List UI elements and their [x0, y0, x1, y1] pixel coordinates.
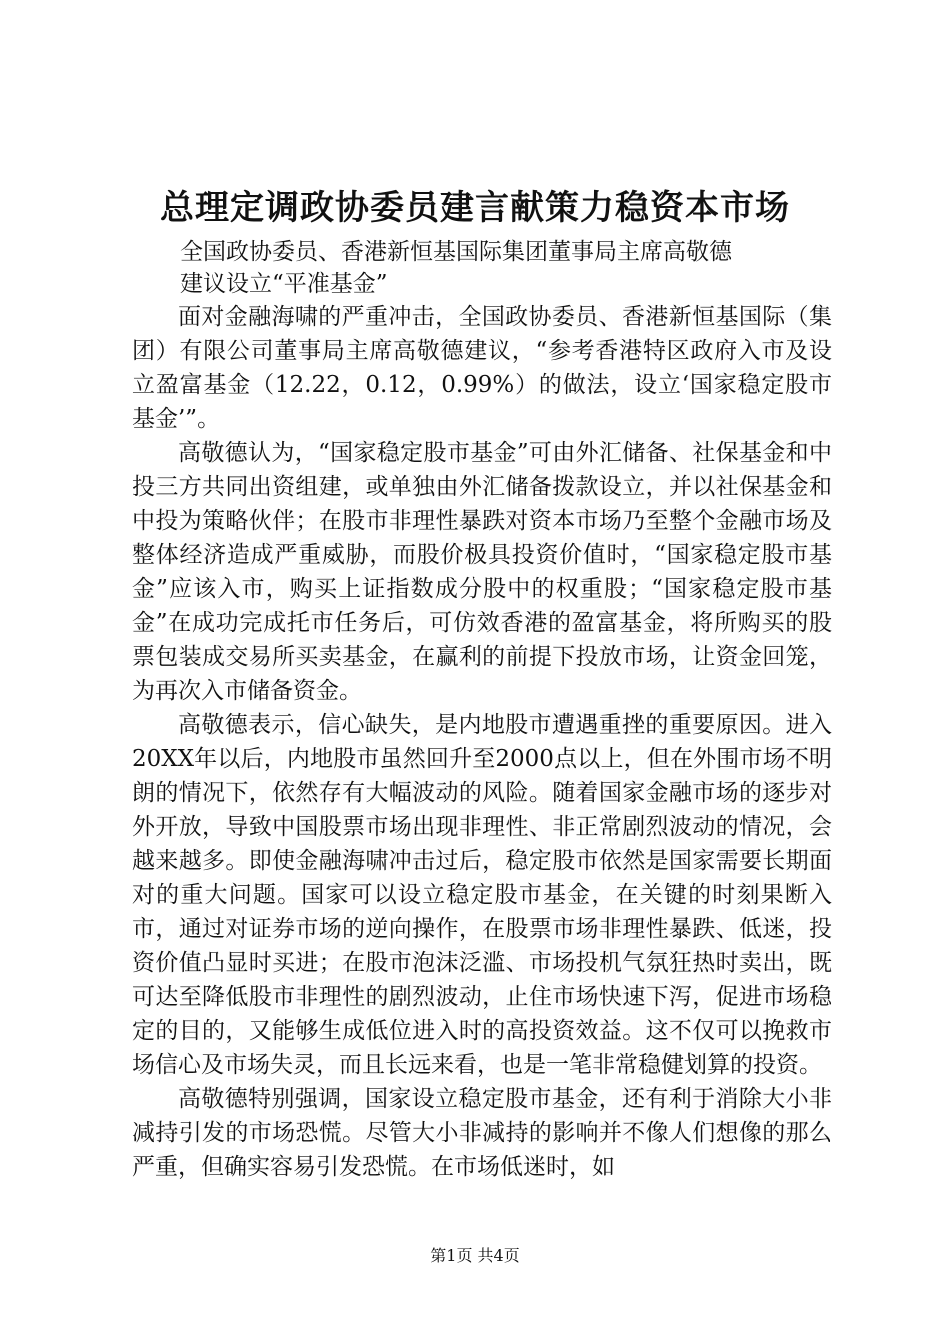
document-title: 总理定调政协委员建言献策力稳资本市场 [160, 188, 790, 228]
subtitle-line-2: 建议设立“平准基金” [180, 271, 388, 297]
page-number-footer: 第1页 共4页 [430, 1246, 520, 1265]
paragraph: 高敬德特别强调，国家设立稳定股市基金，还有利于消除大小非减持引发的市场恐慌。尽管大小非减持的影响并不像人们想像的那么严重，但确实容易引发恐慌。在市场低迷时，如 [132, 1086, 832, 1180]
paragraph: 高敬德认为，“国家稳定股市基金”可由外汇储备、社保基金和中投三方共同出资组建，或单独由外汇储备拨款设立，并以社保基金和中投为策略伙伴；在股市非理性暴跌对资本市场乃至整个金融市场及整体经济造成严重威胁，而股价极具投资价值时，“国家稳定股市基金”应该入市，购买上证指数成分股中的权重股；“国家稳定股市基金”在成功完成托市任务后，可仿效香港的盈富基金，将所购买的股票包装成交易所买卖基金，在赢利的前提下投放市场，让资金回笼，为再次入市储备资金。 [132, 440, 832, 704]
document-body [132, 300, 832, 1184]
subtitle-line-1: 全国政协委员、香港新恒基国际集团董事局主席高敬德 [180, 239, 732, 265]
paragraph: 面对金融海啸的严重冲击，全国政协委员、香港新恒基国际（集团）有限公司董事局主席高敬德建议，“参考香港特区政府入市及设立盈富基金（12.22，0.12，0.99%）的做法，设立‘国家稳定股市基金’”。 [132, 304, 832, 432]
paragraph: 高敬德表示，信心缺失，是内地股市遭遇重挫的重要原因。进入20XX年以后，内地股市虽然回升至2000点以上，但在外围市场不明朗的情况下，依然存有大幅波动的风险。随着国家金融市场的逐步对外开放，导致中国股票市场出现非理性、非正常剧烈波动的情况，会越来越多。即使金融海啸冲击过后，稳定股市依然是国家需要长期面对的重大问题。国家可以设立稳定股市基金，在关键的时刻果断入市，通过对证券市场的逆向操作，在股票市场非理性暴跌、低迷，投资价值凸显时买进；在股市泡沫泛滥、市场投机气氛狂热时卖出，既可达至降低股市非理性的剧烈波动，止住市场快速下泻，促进市场稳定的目的，又能够生成低位进入时的高投资效益。这不仅可以挽救市场信心及市场失灵，而且长远来看，也是一笔非常稳健划算的投资。 [132, 712, 832, 1078]
